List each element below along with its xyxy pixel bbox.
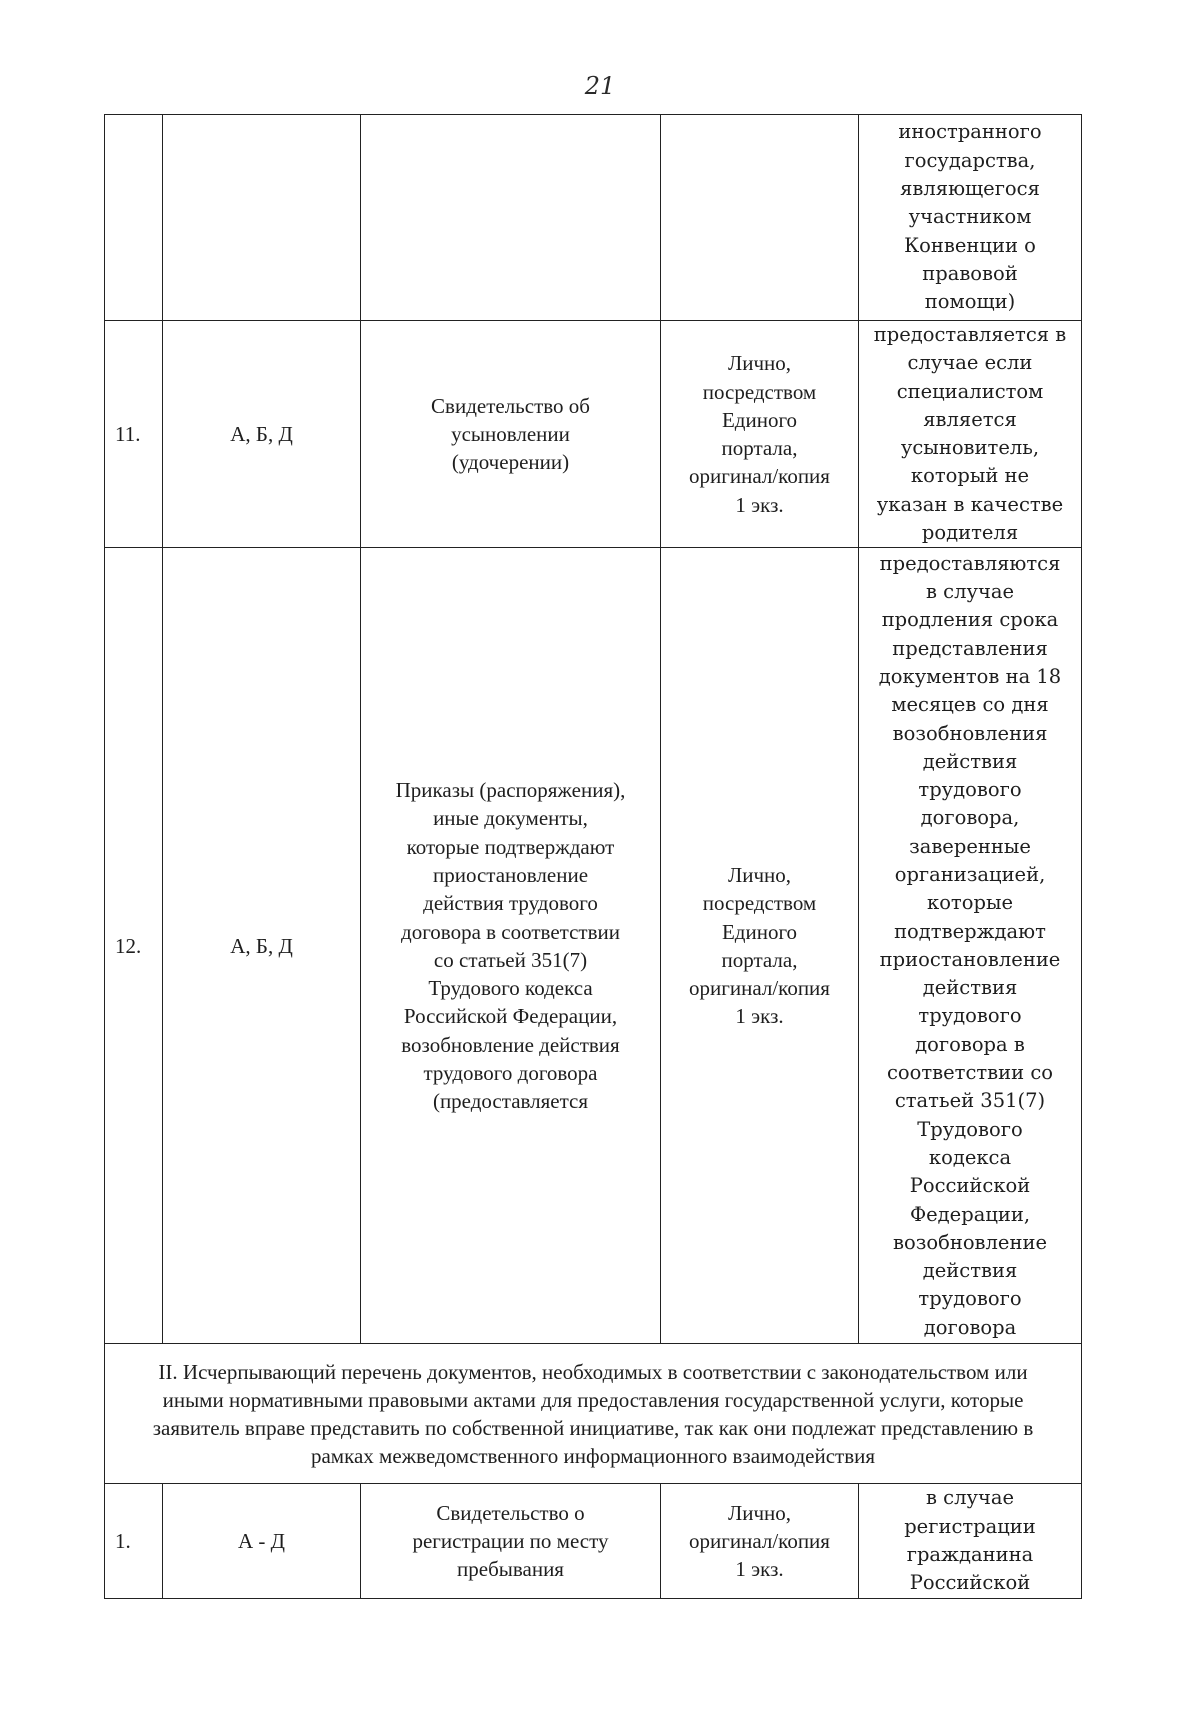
- document-name: Свидетельство о регистрации по месту пребывания: [361, 1484, 661, 1598]
- document-name: Приказы (распоряжения), иные документы, которые подтверждают приостановление действия трудового договора в соответствии со статьей 351(7) Трудового кодекса Российской Федерации, возобновление действия трудового договора (предоставляется: [361, 548, 661, 1344]
- table-row: [105, 321, 1082, 548]
- document-note: иностранного государства, являющегося участником Конвенции о правовой помощи): [859, 115, 1082, 321]
- section-heading: II. Исчерпывающий перечень документов, необходимых в соответствии с законодательством или иными нормативными правовыми актами для предоставления государственной услуги, которые заявитель вправе представить по собственной инициативе, так как они подлежат представлению в рамках межведомственного информационного взаимодействия: [105, 1344, 1082, 1484]
- submission-method: Лично, посредством Единого портала, оригинал/копия 1 экз.: [661, 548, 859, 1344]
- row-number: 12.: [105, 548, 163, 1344]
- document-note: предоставляется в случае если специалистом является усыновитель, который не указан в качестве родителя: [859, 321, 1082, 548]
- document-name: [361, 115, 661, 321]
- submission-method: [661, 115, 859, 321]
- applicant-groups: А, Б, Д: [163, 321, 361, 548]
- document-note: предоставляются в случае продления срока представления документов на 18 месяцев со дня возобновления действия трудового договора, заверенные организацией, которые подтверждают приостановление действия трудового договора в соответствии со статьей 351(7) Трудового кодекса Российской Федерации, возобновление действия трудового договора: [859, 548, 1082, 1344]
- row-number: [105, 115, 163, 321]
- submission-method: Лично, оригинал/копия 1 экз.: [661, 1484, 859, 1598]
- documents-table: [104, 114, 1082, 1599]
- section-heading-row: [105, 1344, 1082, 1484]
- table-row: [105, 115, 1082, 321]
- applicant-groups: А - Д: [163, 1484, 361, 1598]
- document-name: Свидетельство об усыновлении (удочерении): [361, 321, 661, 548]
- page-number: 21: [584, 72, 616, 100]
- row-number: 11.: [105, 321, 163, 548]
- submission-method: Лично, посредством Единого портала, оригинал/копия 1 экз.: [661, 321, 859, 548]
- table-row: [105, 548, 1082, 1344]
- applicant-groups: [163, 115, 361, 321]
- table-row: [105, 1484, 1082, 1598]
- row-number: 1.: [105, 1484, 163, 1598]
- applicant-groups: А, Б, Д: [163, 548, 361, 1344]
- document-note: в случае регистрации гражданина Российской: [859, 1484, 1082, 1598]
